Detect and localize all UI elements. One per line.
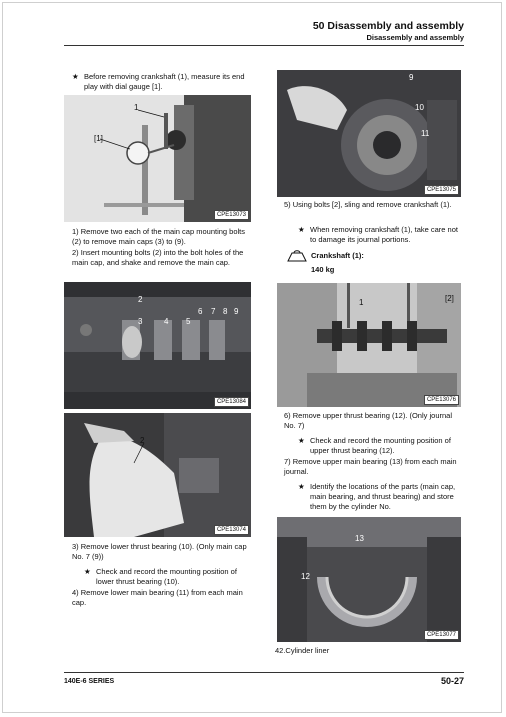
step-3: 3) Remove lower thrust bearing (10). (Only main cap No. 7 (9)) bbox=[72, 542, 247, 561]
note-before-removal: Before removing crankshaft (1), measure its end play with dial gauge [1]. bbox=[84, 72, 245, 91]
photo2-label-8: 8 bbox=[223, 307, 228, 316]
photo2-label-9: 9 bbox=[234, 307, 239, 316]
note-3: Check and record the mounting position of lower thrust bearing (10). bbox=[96, 567, 237, 586]
photo2-label-2: 2 bbox=[138, 295, 143, 304]
photo4-label-10: 10 bbox=[415, 103, 424, 112]
weight-value: 140 kg bbox=[311, 265, 335, 274]
page-number: 50-27 bbox=[440, 676, 464, 686]
photo1-code: CPE13073 bbox=[214, 210, 249, 220]
note-7: Identify the locations of the parts (main cap, main bearing, and thrust bearing) and store them by the cylinder No. bbox=[310, 482, 456, 511]
step-6: 6) Remove upper thrust bearing (12). (Only journal No. 7) bbox=[284, 411, 452, 430]
step-7: 7) Remove upper main bearing (13) from each main journal. bbox=[284, 457, 457, 476]
photo2-code: CPE13084 bbox=[214, 397, 249, 407]
photo2-label-4: 4 bbox=[164, 317, 169, 326]
photo5-code: CPE13076 bbox=[424, 395, 459, 405]
step-5: 5) Using bolts [2], sling and remove crankshaft (1). bbox=[284, 200, 452, 209]
photo4-label-9: 9 bbox=[409, 73, 414, 82]
header-rule bbox=[64, 45, 464, 46]
photo-thrust-bearing bbox=[64, 413, 251, 537]
star-icon: ★ bbox=[298, 225, 305, 234]
star-icon: ★ bbox=[72, 72, 79, 81]
photo2-label-5: 5 bbox=[186, 317, 191, 326]
star-icon: ★ bbox=[84, 567, 91, 576]
photo5-label-2: [2] bbox=[445, 294, 454, 303]
photo5-label-1: 1 bbox=[359, 298, 364, 307]
photo-crankshaft-hub bbox=[277, 70, 461, 197]
photo4-code: CPE13075 bbox=[424, 185, 459, 195]
note-5: When removing crankshaft (1), take care not to damage its journal portions. bbox=[310, 225, 458, 244]
photo4-label-11: 11 bbox=[421, 129, 430, 138]
photo1-label-gauge: [1] bbox=[94, 134, 103, 143]
photo6-code: CPE13077 bbox=[424, 630, 459, 640]
photo6-label-12: 12 bbox=[301, 572, 310, 581]
photo-main-caps bbox=[64, 282, 251, 409]
photo-crankshaft-sling bbox=[277, 283, 461, 407]
photo2-label-3: 3 bbox=[138, 317, 143, 326]
photo2-label-7: 7 bbox=[211, 307, 216, 316]
weight-label: Crankshaft (1): bbox=[311, 251, 364, 260]
section-subtitle: Disassembly and assembly bbox=[366, 33, 464, 42]
note-6: Check and record the mounting position of upper thrust bearing (12). bbox=[310, 436, 451, 455]
star-icon: ★ bbox=[298, 482, 305, 491]
footer-series: 140E-6 SERIES bbox=[64, 678, 115, 685]
section-title: 50 Disassembly and assembly bbox=[312, 20, 464, 32]
photo6-label-13: 13 bbox=[355, 534, 364, 543]
photo3-label-2: 2 bbox=[140, 436, 145, 445]
photo2-label-6: 6 bbox=[198, 307, 203, 316]
step-2: 2) Insert mounting bolts (2) into the bolt holes of the main cap, and shake and remove the main cap. bbox=[72, 248, 244, 267]
photo3-code: CPE13074 bbox=[214, 525, 249, 535]
next-section-heading: 42.Cylinder liner bbox=[275, 646, 330, 655]
photo-upper-bearing bbox=[277, 517, 461, 642]
star-icon: ★ bbox=[298, 436, 305, 445]
step-1: 1) Remove two each of the main cap mounting bolts (2) to remove main caps (3) to (9). bbox=[72, 227, 246, 246]
step-4: 4) Remove lower main bearing (11) from each main cap. bbox=[72, 588, 243, 607]
photo1-label-crankshaft: 1 bbox=[134, 103, 139, 112]
footer-rule bbox=[64, 672, 464, 673]
photo-dial-gauge bbox=[64, 95, 251, 222]
weight-icon bbox=[287, 250, 307, 262]
